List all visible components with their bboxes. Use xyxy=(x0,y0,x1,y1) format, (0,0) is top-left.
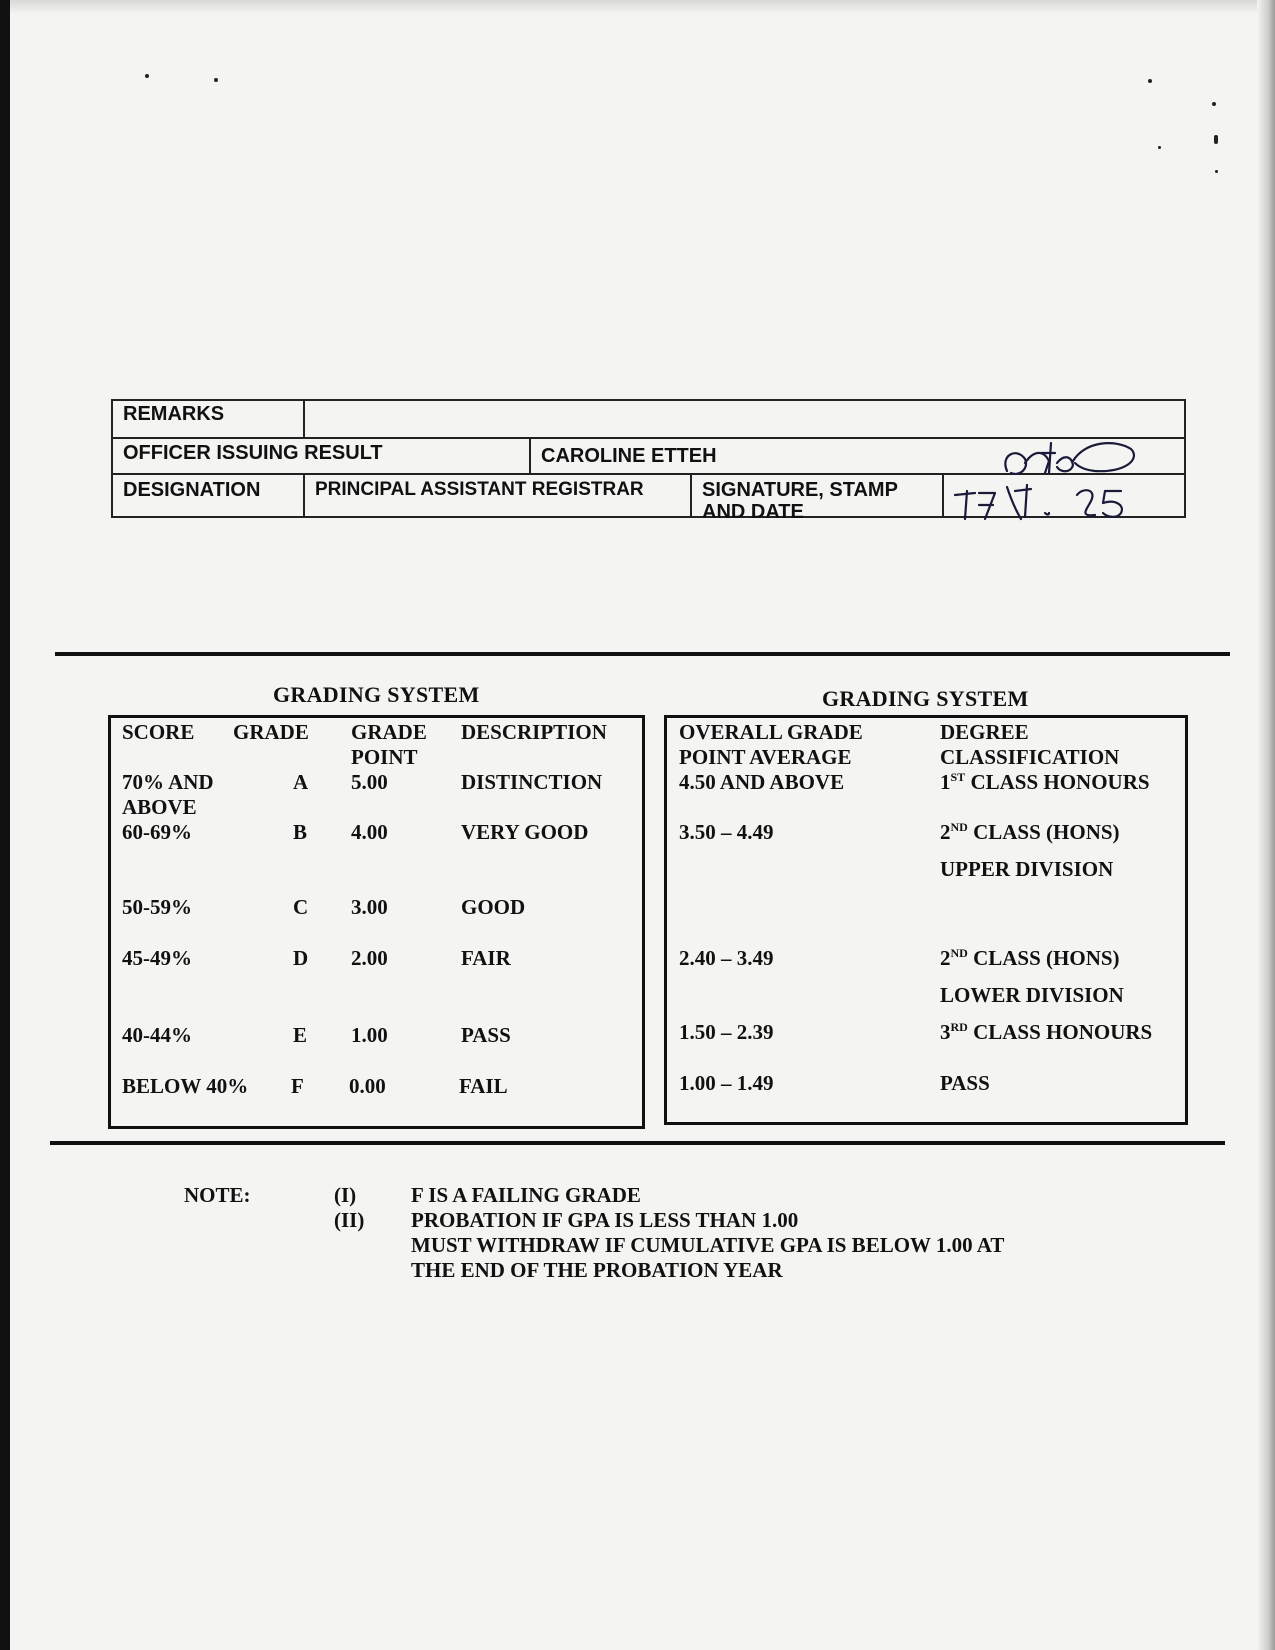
scan-speck xyxy=(1158,146,1161,149)
class-cell-line2: LOWER DIVISION xyxy=(940,983,1124,1007)
header-class-1: DEGREE xyxy=(940,720,1029,744)
score-cell: 45-49% xyxy=(122,946,192,970)
score-cell-line2: ABOVE xyxy=(122,795,197,819)
description-cell: PASS xyxy=(461,1023,511,1047)
scan-edge-left xyxy=(0,0,10,1650)
grade-point-cell: 0.00 xyxy=(349,1074,386,1098)
score-cell: BELOW 40% xyxy=(122,1074,249,1098)
scan-edge-right xyxy=(1257,0,1275,1650)
gpa-cell: 1.50 – 2.39 xyxy=(679,1020,774,1044)
grade-cell: E xyxy=(293,1023,308,1047)
class-cell: 3RD CLASS HONOURS xyxy=(940,1020,1153,1044)
class-cell-line2: UPPER DIVISION xyxy=(940,857,1114,881)
description-cell: GOOD xyxy=(461,895,526,919)
signature-label: SIGNATURE, STAMP AND DATE xyxy=(702,479,898,523)
rule-bottom xyxy=(50,1141,1225,1145)
grade-cell: F xyxy=(291,1074,304,1098)
class-cell: 2ND CLASS (HONS) xyxy=(940,820,1120,844)
note-text: PROBATION IF GPA IS LESS THAN 1.00 xyxy=(411,1208,799,1232)
gpa-cell: 4.50 AND ABOVE xyxy=(679,770,845,794)
grade-point-cell: 5.00 xyxy=(351,770,388,794)
scan-shade-top xyxy=(10,0,1257,14)
scan-speck xyxy=(1214,135,1218,144)
class-cell: 1ST CLASS HONOURS xyxy=(940,770,1150,794)
description-cell: VERY GOOD xyxy=(461,820,589,844)
grade-cell: B xyxy=(293,820,308,844)
gpa-cell: 1.00 – 1.49 xyxy=(679,1071,774,1095)
score-cell: 70% AND xyxy=(122,770,214,794)
header-gpa-2: POINT AVERAGE xyxy=(679,745,852,769)
score-cell: 50-59% xyxy=(122,895,192,919)
description-cell: FAIL xyxy=(459,1074,508,1098)
remarks-label: REMARKS xyxy=(123,403,225,425)
grade-point-cell: 1.00 xyxy=(351,1023,388,1047)
officer-name: CAROLINE ETTEH xyxy=(541,445,717,467)
header-grade-point-2: POINT xyxy=(351,745,418,769)
header-class-2: CLASSIFICATION xyxy=(940,745,1120,769)
header-gpa-1: OVERALL GRADE xyxy=(679,720,863,744)
grade-cell: D xyxy=(293,946,309,970)
gpa-cell: 3.50 – 4.49 xyxy=(679,820,774,844)
scan-speck xyxy=(1148,79,1152,83)
score-cell: 60-69% xyxy=(122,820,192,844)
scan-speck xyxy=(1212,102,1216,106)
rule-top xyxy=(55,652,1230,656)
note-label: NOTE: xyxy=(184,1183,251,1207)
grade-cell: A xyxy=(293,770,309,794)
note-text: MUST WITHDRAW IF CUMULATIVE GPA IS BELOW 1.00 AT xyxy=(411,1233,1005,1257)
class-cell: PASS xyxy=(940,1071,990,1095)
grade-point-cell: 3.00 xyxy=(351,895,388,919)
gpa-cell: 2.40 – 3.49 xyxy=(679,946,774,970)
officer-label: OFFICER ISSUING RESULT xyxy=(123,442,383,464)
grade-cell: C xyxy=(293,895,309,919)
scan-speck xyxy=(1215,170,1218,173)
header-grade-point-1: GRADE xyxy=(351,720,427,744)
grade-point-cell: 2.00 xyxy=(351,946,388,970)
signature-handwriting xyxy=(945,433,1145,523)
note-text: THE END OF THE PROBATION YEAR xyxy=(411,1258,783,1282)
header-description: DESCRIPTION xyxy=(461,720,607,744)
scan-speck xyxy=(145,74,149,78)
score-cell: 40-44% xyxy=(122,1023,192,1047)
note-text: F IS A FAILING GRADE xyxy=(411,1183,641,1207)
description-cell: FAIR xyxy=(461,946,511,970)
header-score: SCORE xyxy=(122,720,195,744)
grade-point-cell: 4.00 xyxy=(351,820,388,844)
scan-speck xyxy=(214,78,218,82)
designation-label: DESIGNATION xyxy=(123,479,261,501)
designation-value: PRINCIPAL ASSISTANT REGISTRAR xyxy=(315,479,644,500)
header-grade: GRADE xyxy=(233,720,309,744)
grading-title-right: GRADING SYSTEM xyxy=(822,686,1029,711)
note-marker: (I) xyxy=(334,1183,357,1207)
note-marker: (II) xyxy=(334,1208,365,1232)
class-cell: 2ND CLASS (HONS) xyxy=(940,946,1120,970)
grading-title-left: GRADING SYSTEM xyxy=(273,682,480,707)
description-cell: DISTINCTION xyxy=(461,770,603,794)
remarks-row xyxy=(113,401,1184,437)
remarks-value xyxy=(305,401,1185,437)
